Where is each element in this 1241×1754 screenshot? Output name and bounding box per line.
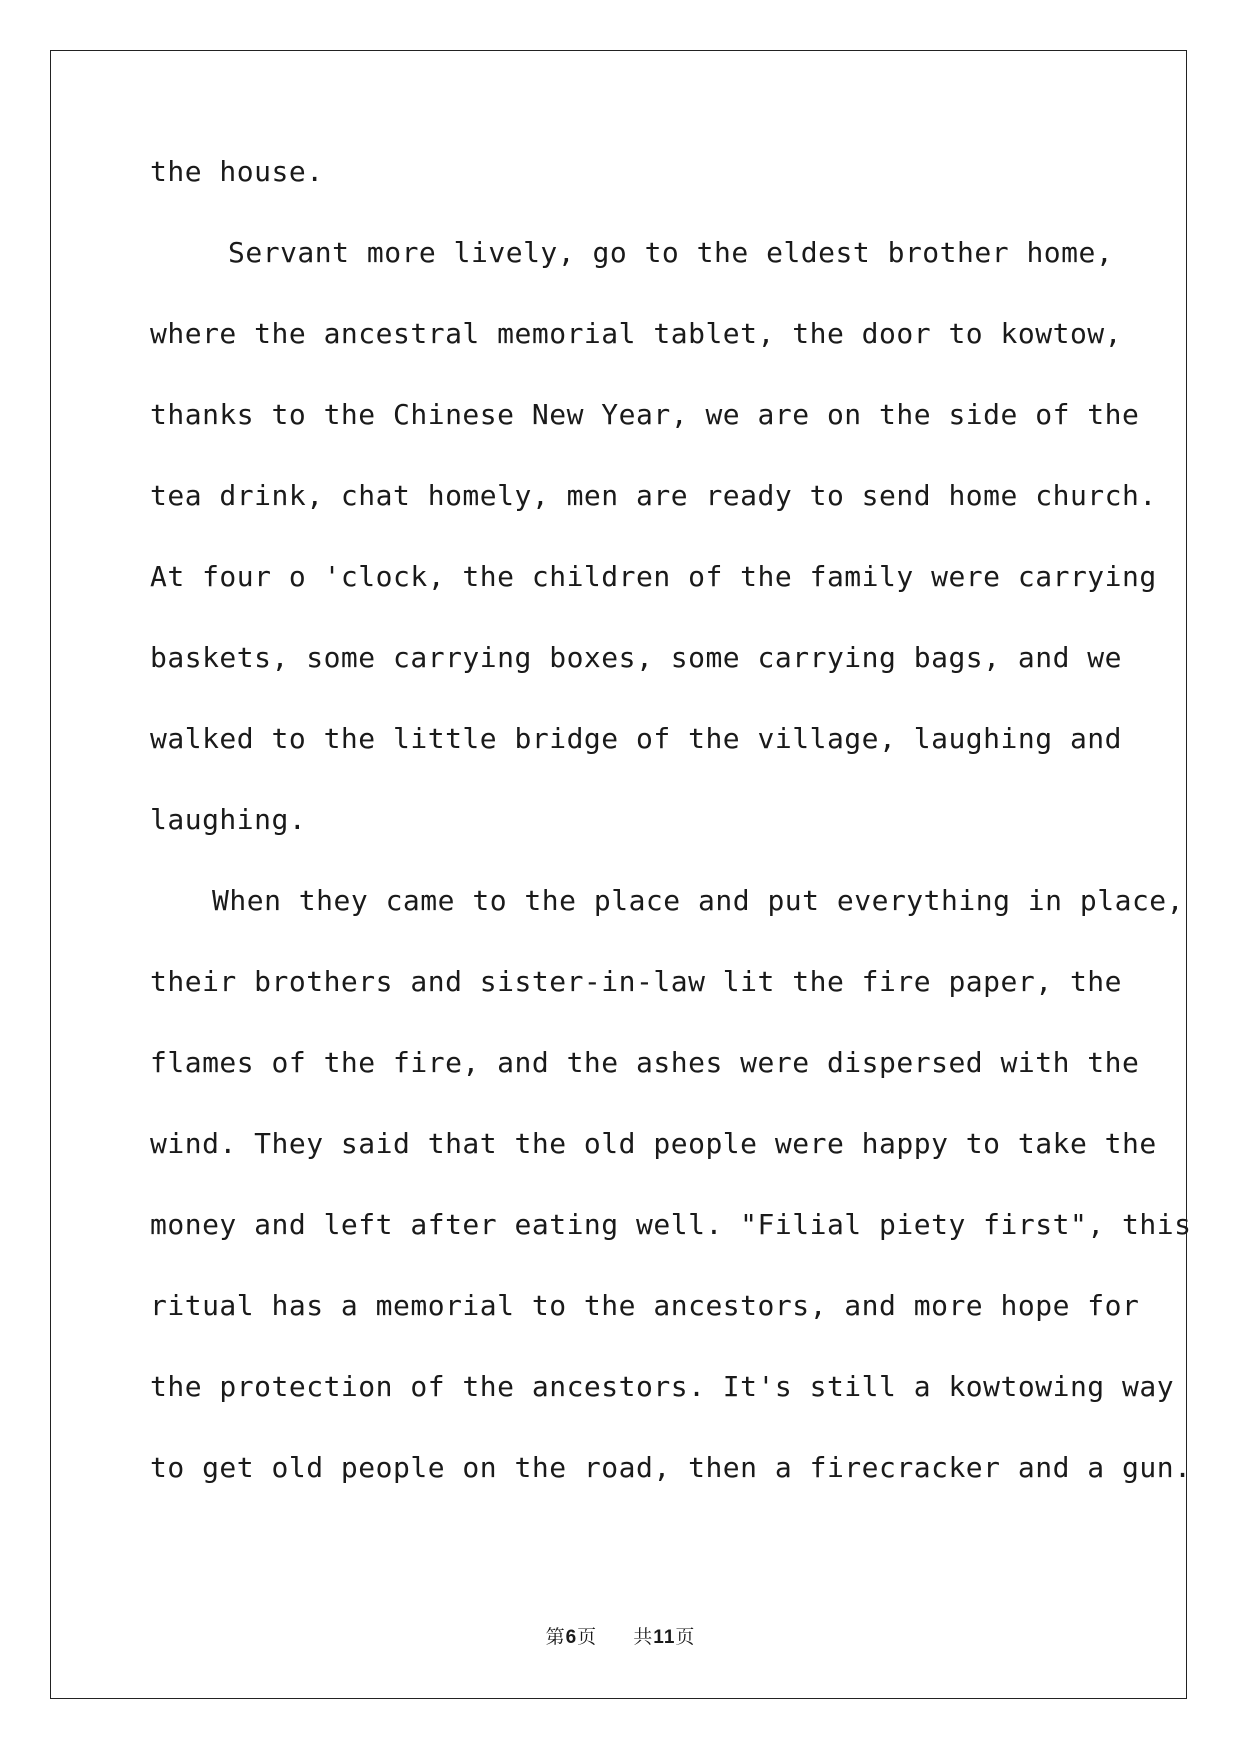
page-number: 6 [565,1627,578,1648]
text-line: to get old people on the road, then a firecracker and a gun. [150,1451,1192,1484]
total-pages-number: 11 [653,1627,676,1648]
text-line: Servant more lively, go to the eldest brother home, [228,236,1114,269]
page-number-label [546,1626,605,1648]
page-footer [0,1622,1241,1649]
text-line: tea drink, chat homely, men are ready to send home church. [150,479,1157,512]
document-body [150,152,1192,1529]
text-line: When they came to the place and put everything in place, [212,884,1185,917]
text-line: the protection of the ancestors. It's still a kowtowing way [150,1370,1175,1403]
text-line: walked to the little bridge of the village, laughing and [150,722,1123,755]
text-line: the house. [150,155,324,188]
text-line: thanks to the Chinese New Year, we are on the side of the [150,398,1140,431]
text-line: wind. They said that the old people were happy to take the [150,1127,1157,1160]
text-line: their brothers and sister-in-law lit the fire paper, the [150,965,1123,998]
text-line: ritual has a memorial to the ancestors, and more hope for [150,1289,1140,1322]
text-line: baskets, some carrying boxes, some carrying bags, and we [150,641,1123,674]
page-suffix: 页 [577,1626,598,1648]
total-prefix: 共 [633,1626,654,1648]
text-line: flames of the fire, and the ashes were dispersed with the [150,1046,1140,1079]
text-line: At four o 'clock, the children of the family were carrying [150,560,1157,593]
total-suffix: 页 [675,1626,696,1648]
page-prefix: 第 [545,1626,566,1648]
text-line: where the ancestral memorial tablet, the door to kowtow, [150,317,1123,350]
text-line: laughing. [150,803,307,836]
total-pages-label [633,1626,695,1648]
text-line: money and left after eating well. "Filial piety first", this [150,1208,1192,1241]
